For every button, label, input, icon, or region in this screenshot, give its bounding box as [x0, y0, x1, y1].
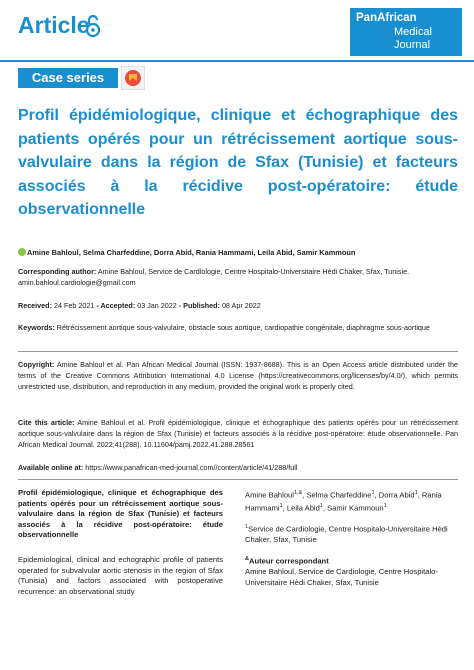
keywords-text: Rétrécissement aortique sous-valvulaire, obstacle sous aortique, cardiopathie congénitale, diaphragme sous-aortique	[56, 323, 430, 332]
author-sup: 1	[319, 503, 323, 510]
affil-text: Service de Cardiologie, Centre Hospitalo-Universitaire Hèdi Chaker, Sfax, Tunisie	[245, 524, 448, 545]
right-column	[245, 488, 460, 588]
cite-label: Cite this article:	[18, 418, 75, 427]
keywords-label: Keywords:	[18, 323, 55, 332]
received-date: 24 Feb 2021	[53, 301, 95, 310]
author-sup: 1	[279, 503, 283, 510]
copyright-label: Copyright:	[18, 360, 55, 369]
corresponding-detail: Amine Bahloul, Service de Cardiologie, Centre Hospitalo-Universitaire Hèdi Chaker, Sfax, Tunisie	[245, 567, 438, 587]
section-divider	[18, 479, 458, 480]
crossmark-icon[interactable]	[121, 66, 145, 90]
online-url[interactable]: https://www.panafrican-med-journal.com//content/article/41/288/full	[85, 463, 298, 472]
citation	[18, 418, 458, 450]
copyright-text: Amine Bahloul et al. Pan African Medical Journal (ISSN: 1937-8688). This is an Open Access article distributed under the terms of the Creative Commons Attribution International 4.0 License (https://creativecommons.org/licenses/by/4.0/), which permits unrestricted use, distribution, and reproduction in any medium, provided the original work is properly cited.	[18, 360, 458, 391]
author-name: , Selma Charfeddine	[302, 490, 372, 500]
received-label: Received:	[18, 301, 52, 310]
orcid-icon[interactable]	[18, 248, 26, 256]
article-title: Profil épidémiologique, clinique et échographique des patients opérés pour un rétrécissement aortique sous-valvulaire dans la région de Sfax (Tunisie) et facteurs associés à la récidive post-opératoire: étude observationnelle	[18, 107, 458, 218]
author-list	[18, 247, 458, 259]
accepted-date: 03 Jan 2022	[137, 301, 177, 310]
available-online	[18, 463, 458, 474]
journal-logo[interactable]	[350, 8, 462, 56]
authors-text: Amine Bahloul, Selma Charfeddine, Dorra Abid, Rania Hammami, Leila Abid, Samir Kammoun	[27, 248, 356, 257]
published-date: 08 Apr 2022	[221, 301, 261, 310]
corresponding-text: Amine Bahloul, Service de Cardiologie, Centre Hospitalo-Universitaire Hèdi Chaker, Sfax, Tunisie.	[97, 267, 410, 276]
author-sup: 1,&	[293, 490, 303, 496]
published-label: - Published:	[178, 301, 220, 310]
corresponding-author	[18, 267, 458, 289]
case-series-badge: Case series	[18, 68, 118, 88]
header-divider	[0, 60, 474, 62]
page-header	[0, 0, 474, 60]
author-name: , Rania Hammami	[245, 490, 442, 513]
copyright	[18, 360, 458, 392]
author-sup: 1	[414, 490, 418, 496]
section-divider	[18, 351, 458, 352]
corresponding-email[interactable]: amin.bahloul.cardiologie@gmail.com	[18, 277, 136, 287]
corresponding-label: Corresponding author:	[18, 267, 97, 276]
affiliation	[245, 522, 460, 546]
corresponding-heading	[245, 554, 460, 567]
english-title: Epidemiological, clinical and echographic profile of patients operated for subvalvular aortic stenosis in the region of Sfax (Tunisia) and factors associated with postoperative recurrence: an observational study	[18, 554, 223, 596]
journal-name-line1: PanAfrican	[356, 12, 417, 24]
left-column	[18, 488, 223, 597]
french-title: Profil épidémiologique, clinique et échographique des patients opérés pour un rétrécissement aortique sous-valvulaire dans la région de Sfax (Tunisie) et facteurs associés à la récidive post-opératoire: étude observationnelle	[18, 488, 223, 540]
journal-name-line2: Medical	[394, 26, 432, 38]
author-name: , Samir Kammoun	[322, 503, 384, 513]
affil-sup: 1	[245, 524, 249, 531]
author-name: Amine Bahloul	[245, 490, 294, 500]
corr-heading-text: Auteur correspondant	[248, 556, 329, 566]
journal-name-line3: Journal	[394, 39, 431, 51]
author-sup: 1	[371, 490, 375, 496]
article-dates	[18, 301, 458, 312]
keywords	[18, 323, 458, 334]
author-name: , Dorra Abid	[374, 490, 415, 500]
open-access-icon	[85, 14, 101, 38]
author-name: , Leila Abid	[282, 503, 320, 513]
article-label: Article	[18, 12, 90, 38]
author-sup: 1	[383, 503, 387, 510]
accepted-label: - Accepted:	[96, 301, 136, 310]
corr-sup: &	[245, 555, 249, 562]
cite-text: Amine Bahloul et al. Profil épidémiologique, clinique et échographique des patients opérés pour un rétrécissement aortique sous-valvulaire dans la région de Sfax (Tunisie) et facteurs associés à la récidive post-opératoire: étude observationnelle. Pan African Medical Journal. 2022;41(288). 10.11604/pamj.2022.41.288.28561	[18, 418, 458, 449]
author-affiliations	[245, 488, 460, 514]
online-label: Available online at:	[18, 463, 84, 472]
